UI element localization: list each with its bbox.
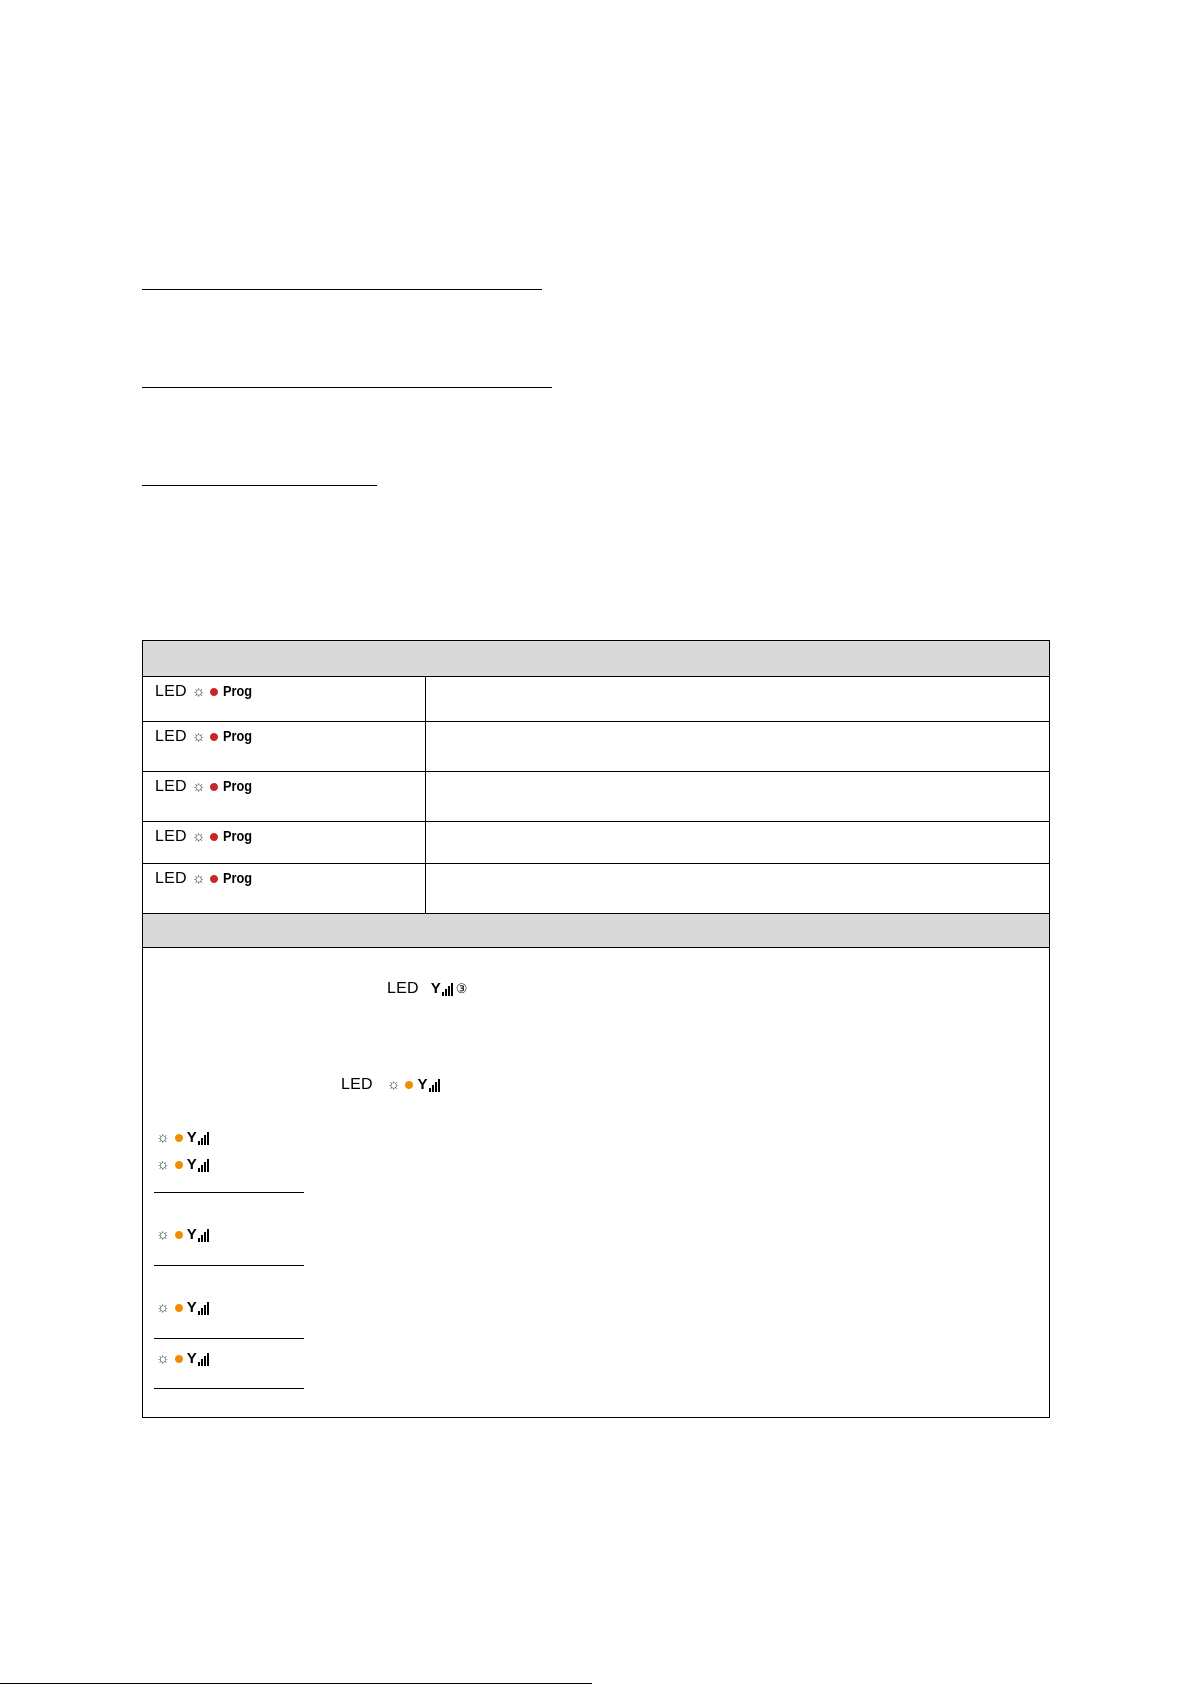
led-text: LED [155,683,187,700]
prog-label: Prog [223,778,253,795]
orange-dot-icon [175,1355,183,1363]
row-description [426,864,1050,914]
led-orange-signal-line [341,1076,440,1094]
led-indicator-label [143,722,425,746]
table-row [143,722,1050,772]
row-description [426,772,1050,822]
sun-icon: ☼ [156,1156,170,1173]
divider [154,1265,304,1266]
antenna-signal-icon: Y [187,1301,209,1315]
led-text: LED [341,1076,373,1093]
indicator-item [156,1227,209,1243]
orange-dot-icon [175,1231,183,1239]
red-dot-icon [210,783,218,791]
orange-dot-icon [175,1304,183,1312]
led-indicator-label [143,822,425,846]
table-subheader-row [143,914,1050,948]
sun-icon: ☼ [191,828,206,845]
table-header-row [143,641,1050,677]
indicator-item [156,1300,209,1316]
led-indicator-label [143,772,425,796]
antenna-signal-icon: Y [187,1158,209,1172]
red-dot-icon [210,688,218,696]
table-row [143,772,1050,822]
prog-label: Prog [223,828,253,845]
circled-number: ③ [455,981,468,996]
sun-icon: ☼ [156,1129,170,1146]
led-text: LED [387,980,419,997]
red-dot-icon [210,733,218,741]
antenna-signal-icon: Y [417,1078,439,1092]
led-text: LED [155,728,187,745]
indicator-item [156,1157,209,1173]
red-dot-icon [210,875,218,883]
table-header-cell [143,641,1050,677]
table-detail-row [143,948,1050,1418]
led-text: LED [155,778,187,795]
led-status-table [142,640,1050,1418]
led-text: LED [155,870,187,887]
sun-icon: ☼ [156,1226,170,1243]
led-indicator-label [143,677,425,701]
divider [154,1192,304,1193]
indicator-item [156,1130,209,1146]
sun-icon: ☼ [191,870,206,887]
sun-icon: ☼ [191,683,206,700]
top-rule-3 [142,485,377,486]
orange-dot-icon [175,1161,183,1169]
antenna-signal-icon: Y [187,1228,209,1242]
sun-icon: ☼ [156,1299,170,1316]
sun-icon: ☼ [156,1350,170,1367]
sun-icon: ☼ [191,778,206,795]
row-description [426,822,1050,864]
led-signal-line [387,980,467,998]
orange-dot-icon [405,1081,413,1089]
red-dot-icon [210,833,218,841]
antenna-signal-icon: Y [431,982,453,996]
indicator-item [156,1351,209,1367]
sun-icon: ☼ [191,728,206,745]
table-row [143,864,1050,914]
detail-section [143,948,1049,1417]
footer-rule [0,1683,592,1684]
prog-label: Prog [223,683,253,700]
top-rule-1 [142,289,542,290]
antenna-signal-icon: Y [187,1131,209,1145]
antenna-signal-icon: Y [187,1352,209,1366]
table-subheader-cell [143,914,1050,948]
led-text: LED [155,828,187,845]
led-indicator-label [143,864,425,888]
row-description [426,722,1050,772]
row-description [426,677,1050,722]
table-row [143,822,1050,864]
divider [154,1388,304,1389]
top-rule-2 [142,387,552,388]
orange-dot-icon [175,1134,183,1142]
prog-label: Prog [223,870,253,887]
sun-icon: ☼ [386,1076,401,1093]
table-row [143,677,1050,722]
prog-label: Prog [223,728,253,745]
divider [154,1338,304,1339]
